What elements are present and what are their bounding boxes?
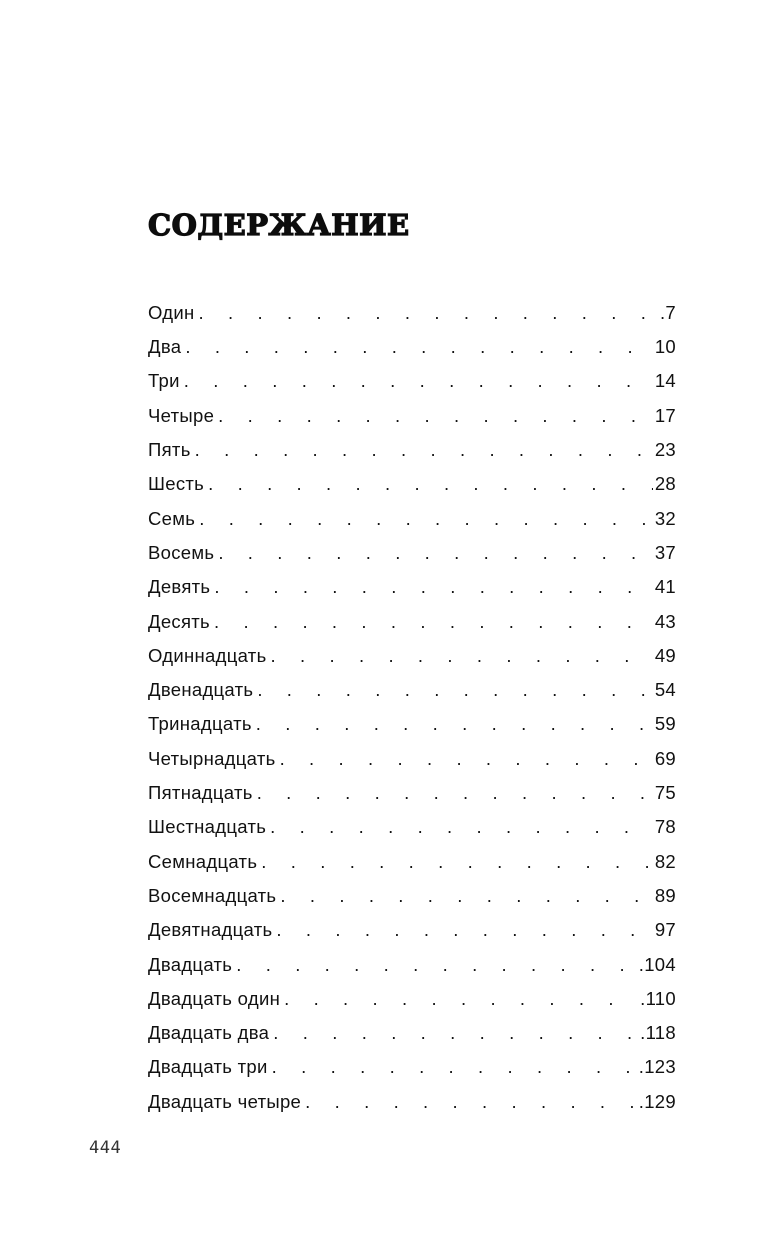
toc-entry-title: Десять (148, 613, 214, 632)
toc-entry (148, 536, 676, 570)
toc-entry-page: 10 (654, 336, 676, 358)
toc-entry-title: Девять (148, 578, 214, 597)
toc-entry-page: 69 (654, 747, 676, 769)
dot-leader (208, 475, 653, 494)
toc-entry (148, 502, 676, 536)
toc-entry (148, 1016, 676, 1050)
toc-entry (148, 605, 676, 639)
dot-leader (257, 681, 652, 700)
toc-entry (148, 742, 676, 776)
toc-entry-title: Одиннадцать (148, 647, 271, 666)
toc-entry (148, 639, 676, 673)
dot-leader (276, 921, 652, 940)
toc-entry-title: Тринадцать (148, 715, 256, 734)
page-title: СОДЕРЖАНИЕ (148, 208, 410, 242)
toc-entry-page: 49 (654, 644, 676, 666)
toc-entry-title: Один (148, 304, 199, 323)
dot-leader (199, 510, 653, 529)
toc-entry (148, 948, 676, 982)
toc-entry-title: Восемь (148, 544, 218, 563)
toc-entry (148, 570, 676, 604)
toc-entry-title: Восемнадцать (148, 887, 280, 906)
toc-entry-page: 82 (654, 850, 676, 872)
toc-entry-page: 54 (654, 679, 676, 701)
toc-entry-title: Шестнадцать (148, 818, 270, 837)
dot-leader (271, 647, 653, 666)
toc-entry-page: 41 (654, 576, 676, 598)
dot-leader (214, 613, 653, 632)
toc-entry-page: 32 (654, 507, 676, 529)
toc-entry-title: Двадцать два (148, 1024, 273, 1043)
toc-entry (148, 982, 676, 1016)
dot-leader (199, 304, 658, 323)
dot-leader (272, 1058, 637, 1077)
toc-entry-page: .110 (640, 987, 676, 1009)
dot-leader (236, 956, 637, 975)
dot-leader (284, 990, 638, 1009)
dot-leader (214, 578, 652, 597)
toc-entry-page: 14 (654, 370, 676, 392)
toc-entry-title: Шесть (148, 475, 208, 494)
toc-entry-page: 75 (654, 782, 676, 804)
toc-entry (148, 296, 676, 330)
toc-entry-page: 43 (654, 610, 676, 632)
dot-leader (280, 887, 652, 906)
toc-entry-page: .123 (638, 1056, 676, 1078)
table-of-contents (148, 296, 676, 1119)
dot-leader (270, 818, 653, 837)
toc-entry (148, 1051, 676, 1085)
toc-entry-page: .129 (638, 1090, 676, 1112)
page-number: 444 (89, 1138, 122, 1158)
toc-entry-title: Двадцать один (148, 990, 284, 1009)
toc-entry-page: 89 (654, 884, 676, 906)
toc-entry-title: Пятнадцать (148, 784, 257, 803)
toc-entry-page: 37 (654, 541, 676, 563)
toc-entry-title: Двадцать четыре (148, 1093, 305, 1112)
dot-leader (185, 338, 652, 357)
toc-entry (148, 399, 676, 433)
toc-entry-title: Двадцать (148, 956, 236, 975)
toc-entry-page: 59 (654, 713, 676, 735)
toc-entry-page: 78 (654, 816, 676, 838)
toc-entry (148, 673, 676, 707)
toc-entry-page: 28 (654, 473, 676, 495)
dot-leader (305, 1093, 637, 1112)
dot-leader (184, 372, 653, 391)
dot-leader (257, 784, 653, 803)
toc-entry (148, 1085, 676, 1119)
toc-entry-page: 97 (654, 919, 676, 941)
toc-entry (148, 708, 676, 742)
dot-leader (195, 441, 653, 460)
toc-entry (148, 467, 676, 501)
dot-leader (218, 407, 653, 426)
toc-entry (148, 433, 676, 467)
dot-leader (261, 853, 653, 872)
toc-entry-title: Два (148, 338, 185, 357)
toc-entry-title: Двенадцать (148, 681, 257, 700)
toc-entry (148, 776, 676, 810)
dot-leader (280, 750, 653, 769)
toc-entry (148, 330, 676, 364)
toc-entry-title: Четырнадцать (148, 750, 280, 769)
dot-leader (256, 715, 653, 734)
toc-entry (148, 913, 676, 947)
toc-entry-page: .7 (659, 301, 676, 323)
toc-entry-title: Девятнадцать (148, 921, 276, 940)
toc-entry-title: Четыре (148, 407, 218, 426)
toc-entry (148, 365, 676, 399)
toc-entry (148, 879, 676, 913)
toc-entry-page: 23 (654, 439, 676, 461)
dot-leader (273, 1024, 638, 1043)
toc-entry-title: Семнадцать (148, 853, 261, 872)
toc-entry-title: Семь (148, 510, 199, 529)
toc-entry-title: Двадцать три (148, 1058, 272, 1077)
toc-entry (148, 845, 676, 879)
toc-entry (148, 810, 676, 844)
toc-entry-page: 17 (654, 404, 676, 426)
dot-leader (218, 544, 652, 563)
toc-entry-page: .118 (640, 1022, 676, 1044)
toc-entry-page: .104 (638, 953, 676, 975)
toc-entry-title: Пять (148, 441, 195, 460)
toc-entry-title: Три (148, 372, 184, 391)
